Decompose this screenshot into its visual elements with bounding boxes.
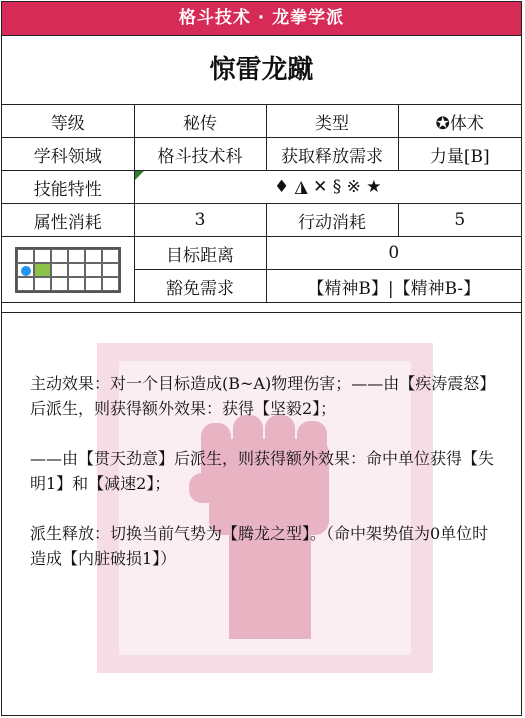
attr-cost-value: 3	[134, 204, 266, 237]
save-label: 豁免需求	[134, 270, 266, 303]
level-value: 秘传	[134, 105, 266, 138]
effects-text	[30, 371, 499, 596]
attr-cost-label: 属性消耗	[2, 204, 134, 237]
level-label: 等级	[2, 105, 134, 138]
range-grid-icon	[15, 247, 121, 293]
target-range-label: 目标距离	[134, 237, 266, 270]
traits-label: 技能特性	[2, 171, 134, 204]
target-range-value: 0	[266, 237, 521, 270]
domain-value: 格斗技术科	[134, 138, 266, 171]
skill-name: 惊雷龙蹴	[2, 35, 521, 105]
skill-card	[1, 1, 522, 716]
unlock-value: 力量[B]	[398, 138, 521, 171]
type-value: ✪体术	[398, 105, 521, 138]
effect-paragraph: 主动效果：对一个目标造成(B~A)物理伤害；——由【疾涛震怒】后派生，则获得额外效果：获得【坚毅2】；	[30, 374, 496, 418]
action-cost-value: 5	[398, 204, 521, 237]
save-value: 【精神B】|【精神B-】	[266, 270, 521, 303]
domain-label: 学科领域	[2, 138, 134, 171]
action-cost-label: 行动消耗	[266, 204, 398, 237]
range-grid-cell	[2, 237, 134, 303]
effects-panel	[2, 312, 521, 715]
effect-paragraph: 派生释放：切换当前气势为【腾龙之型】。（命中架势值为0单位时造成【内脏破损1】）	[30, 524, 489, 568]
unlock-label: 获取释放需求	[266, 138, 398, 171]
traits-value: ♦ ◮ ✕ § ※ ★	[134, 171, 521, 204]
effect-paragraph: ——由【贯天劲意】后派生，则获得额外效果：命中单位获得【失明1】和【减速2】；	[30, 449, 495, 493]
type-label: 类型	[266, 105, 398, 138]
info-table	[2, 105, 521, 303]
school-header: 格斗技术 · 龙拳学派	[2, 2, 521, 35]
